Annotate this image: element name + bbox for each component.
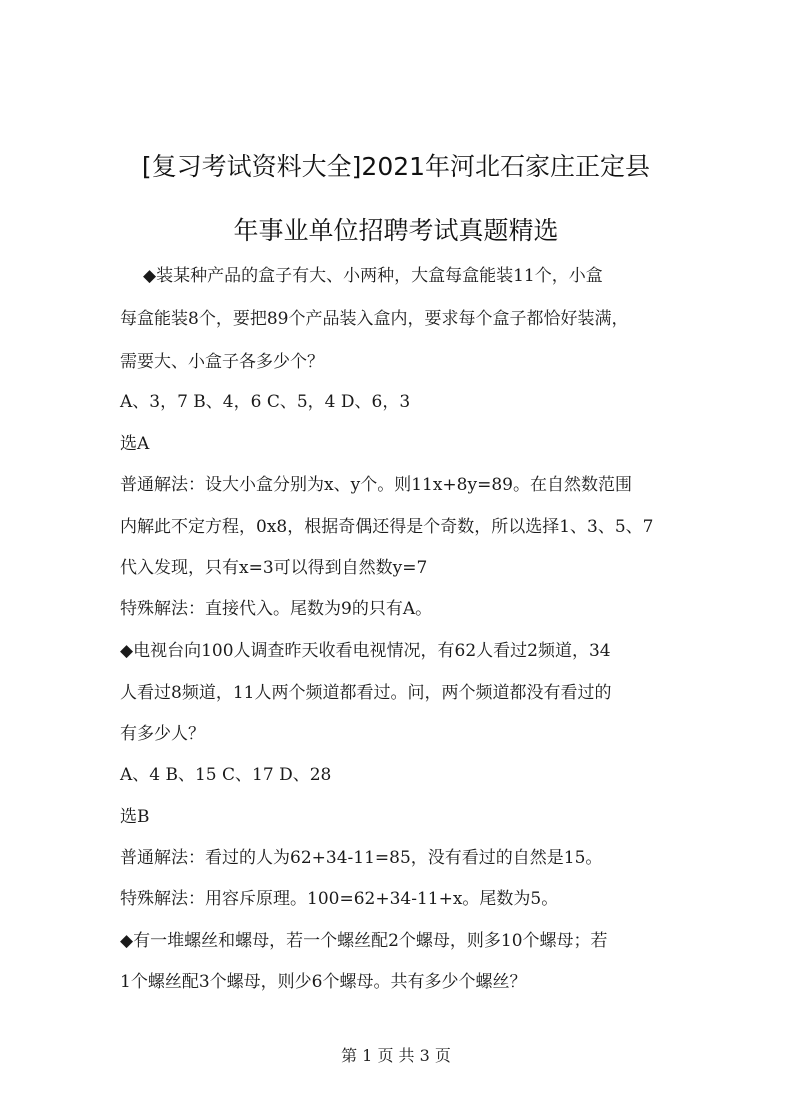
question-1-line-3: 需要大、小盒子各多少个？ (120, 352, 324, 372)
question-1-solution-line-2: 内解此不定方程，0x8，根据奇偶还得是个奇数，所以选择1、3、5、7 (120, 517, 654, 537)
question-3-line-2: 1个螺丝配3个螺母，则少6个螺母。共有多少个螺丝？ (120, 972, 527, 992)
question-1-line-1: ◆装某种产品的盒子有大、小两种，大盒每盒能装11个，小盒 (143, 266, 603, 286)
question-2-line-3: 有多少人？ (120, 724, 205, 744)
document-title-line-2: 年事业单位招聘考试真题精选 (233, 216, 559, 245)
question-2-solution: 普通解法：看过的人为62+34-11=85，没有看过的自然是15。 (120, 848, 603, 868)
page-footer: 第 1 页 共 3 页 (341, 1046, 451, 1065)
question-2-options: A、4 B、15 C、17 D、28 (120, 765, 332, 785)
question-1-line-2: 每盒能装8个，要把89个产品装入盒内，要求每个盒子都恰好装满， (120, 309, 629, 329)
document-title-line-1: [复习考试资料大全]2021年河北石家庄正定县 (141, 152, 651, 181)
question-3-line-1: ◆有一堆螺丝和螺母，若一个螺丝配2个螺母，则多10个螺母；若 (120, 931, 608, 951)
question-1-solution-line-1: 普通解法：设大小盒分别为x、y个。则11x+8y=89。在自然数范围 (120, 475, 632, 495)
question-1-answer: 选A (120, 434, 150, 454)
question-1-special-solution: 特殊解法：直接代入。尾数为9的只有A。 (120, 599, 433, 619)
question-2-special-solution: 特殊解法：用容斥原理。100=62+34-11+x。尾数为5。 (120, 889, 559, 909)
question-2-line-1: ◆电视台向100人调查昨天收看电视情况，有62人看过2频道，34 (120, 641, 611, 661)
question-2-answer: 选B (120, 807, 150, 827)
question-1-options: A、3，7 B、4，6 C、5，4 D、6，3 (120, 392, 411, 412)
question-1-solution-line-3: 代入发现，只有x=3可以得到自然数y=7 (120, 558, 428, 578)
question-2-line-2: 人看过8频道，11人两个频道都看过。问，两个频道都没有看过的 (120, 683, 612, 703)
